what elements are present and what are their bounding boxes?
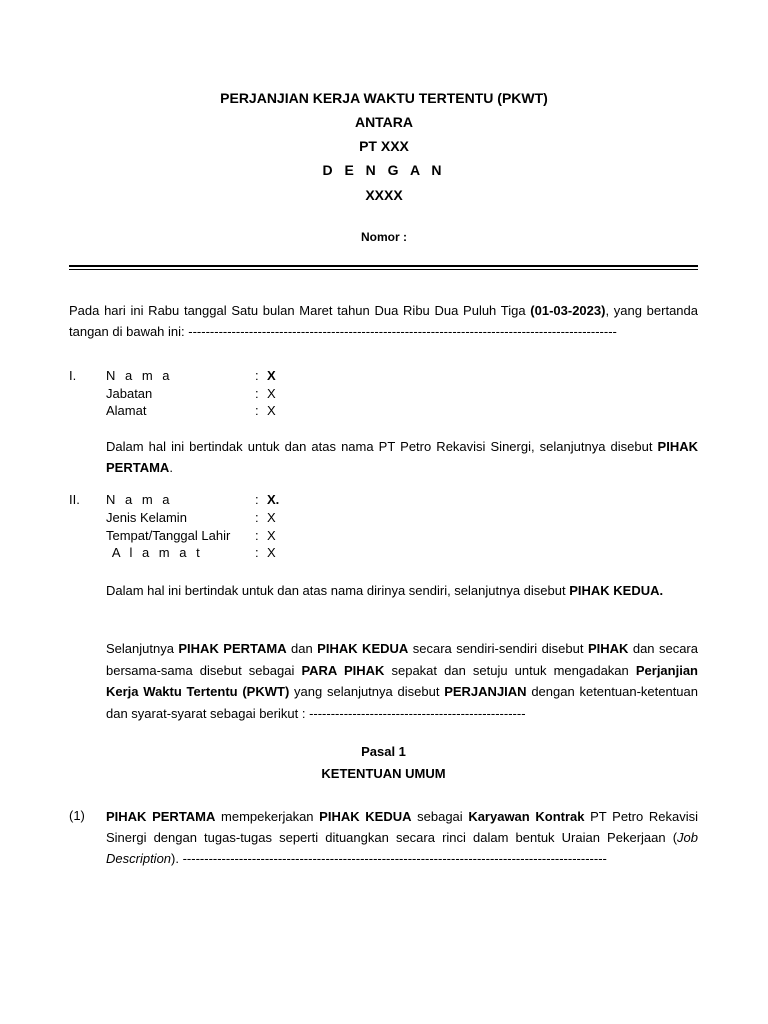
agreement-bold: PERJANJIAN xyxy=(444,684,527,699)
party1-description xyxy=(106,436,698,478)
party2-field-value: X xyxy=(267,528,276,543)
party2-field-jenis-kelamin xyxy=(106,510,406,528)
agreement-text: secara sendiri-sendiri disebut xyxy=(408,641,588,656)
party1-field-colon: : xyxy=(255,368,259,383)
clause1-text: PT Petro Rekavisi Sinergi dengan tugas-tugas seperti dituangkan secara rinci dalam bentuk Uraian Pekerjaan ( xyxy=(106,809,698,845)
party2-desc-text: Dalam hal ini bertindak untuk dan atas nama dirinya sendiri, selanjutnya disebut xyxy=(106,583,570,598)
intro-date: (01-03-2023) xyxy=(530,303,606,318)
party1-desc-bold: PIHAK PERTAMA xyxy=(106,439,698,475)
agreement-bold: PIHAK PERTAMA xyxy=(178,641,287,656)
party2-field-value: X xyxy=(267,510,276,525)
party2-field-label: N a m a xyxy=(106,492,173,507)
party1-field-label: Alamat xyxy=(106,403,147,418)
clause1-text: ). xyxy=(171,851,183,866)
party2-field-colon: : xyxy=(255,528,259,543)
agreement-bold: PARA PIHAK xyxy=(301,662,385,678)
pasal-heading: Pasal 1 xyxy=(361,744,406,759)
party1-field-colon: : xyxy=(255,403,259,418)
party2-field-colon: : xyxy=(255,510,259,525)
agreement-text: dan xyxy=(286,641,318,656)
clause1-number: (1) xyxy=(69,808,85,823)
agreement-text: sepakat dan setuju untuk mengadakan xyxy=(384,662,636,678)
clause1-bold: PIHAK KEDUA xyxy=(319,809,412,824)
party2-field-value: X xyxy=(267,545,276,560)
double-rule-bottom xyxy=(69,269,698,270)
party2-description xyxy=(106,580,698,601)
party1-field-label: Jabatan xyxy=(106,386,153,401)
intro-paragraph xyxy=(69,300,698,342)
nomor-label: Nomor : xyxy=(361,230,407,244)
party1-desc-end: . xyxy=(169,460,173,475)
agreement-bold: PIHAK xyxy=(587,641,629,656)
party2-field-value: X. xyxy=(267,492,280,507)
party2-number: II. xyxy=(69,492,80,507)
party1-field-value: X xyxy=(267,386,276,401)
party2-field-colon: : xyxy=(255,545,259,560)
title-line-3: PT XXX xyxy=(359,138,409,154)
double-rule-top xyxy=(69,265,698,267)
party2-field-name xyxy=(106,492,406,510)
party1-desc-text: Dalam hal ini bertindak untuk dan atas nama PT Petro Rekavisi Sinergi, selanjutnya disebut xyxy=(106,439,658,454)
intro-dashes: --------------------------------------------------------------------------------------------------- xyxy=(188,324,617,339)
party2-field-label: A l a m a t xyxy=(106,545,203,560)
intro-text-1: Pada hari ini Rabu tanggal Satu bulan Maret tahun Dua Ribu Dua Puluh Tiga xyxy=(69,303,531,318)
party2-field-colon: : xyxy=(255,492,259,507)
title-line-4: D E N G A N xyxy=(322,162,446,178)
agreement-dashes: -------------------------------------------------- xyxy=(309,705,526,721)
clause1-text: mempekerjakan xyxy=(215,809,320,824)
party2-field-label: Tempat/Tanggal Lahir xyxy=(106,528,231,543)
party1-field-label: N a m a xyxy=(106,368,173,383)
party1-field-value: X xyxy=(267,403,276,418)
agreement-paragraph xyxy=(106,638,698,724)
party2-field-ttl xyxy=(106,528,406,546)
pasal-subheading: KETENTUAN UMUM xyxy=(321,766,446,781)
party2-desc-bold: PIHAK KEDUA. xyxy=(569,583,664,598)
clause1-dashes: -------------------------------------------------------------------------------------------------- xyxy=(182,851,607,866)
agreement-text: dan secara bersama-sama disebut sebagai xyxy=(106,641,698,678)
party1-field-alamat xyxy=(106,403,406,421)
clause1-italic: Job Description xyxy=(106,830,698,866)
party2-field-alamat xyxy=(106,545,406,563)
clause1-text: sebagai xyxy=(411,809,469,824)
agreement-text: Selanjutnya xyxy=(106,641,179,656)
title-line-1: PERJANJIAN KERJA WAKTU TERTENTU (PKWT) xyxy=(220,90,548,106)
party1-number: I. xyxy=(69,368,77,383)
party1-field-colon: : xyxy=(255,386,259,401)
agreement-bold: Perjanjian Kerja Waktu Tertentu (PKWT) xyxy=(106,662,698,699)
party1-field-jabatan xyxy=(106,386,406,404)
title-line-5: XXXX xyxy=(365,187,403,203)
title-line-2: ANTARA xyxy=(354,114,414,130)
party2-field-label: Jenis Kelamin xyxy=(106,510,187,525)
agreement-bold: PIHAK KEDUA xyxy=(317,641,409,656)
clause1-bold: Karyawan Kontrak xyxy=(468,809,585,824)
agreement-text: dengan ketentuan-ketentuan dan syarat-syarat sebagai berikut : xyxy=(106,684,698,721)
clause1-paragraph xyxy=(106,806,698,869)
clause1-bold: PIHAK PERTAMA xyxy=(106,809,216,824)
intro-text-2: , yang bertanda tangan di bawah ini: xyxy=(69,303,698,339)
party1-field-name xyxy=(106,368,406,386)
party1-field-value: X xyxy=(267,368,276,383)
agreement-text: yang selanjutnya disebut xyxy=(289,684,445,699)
